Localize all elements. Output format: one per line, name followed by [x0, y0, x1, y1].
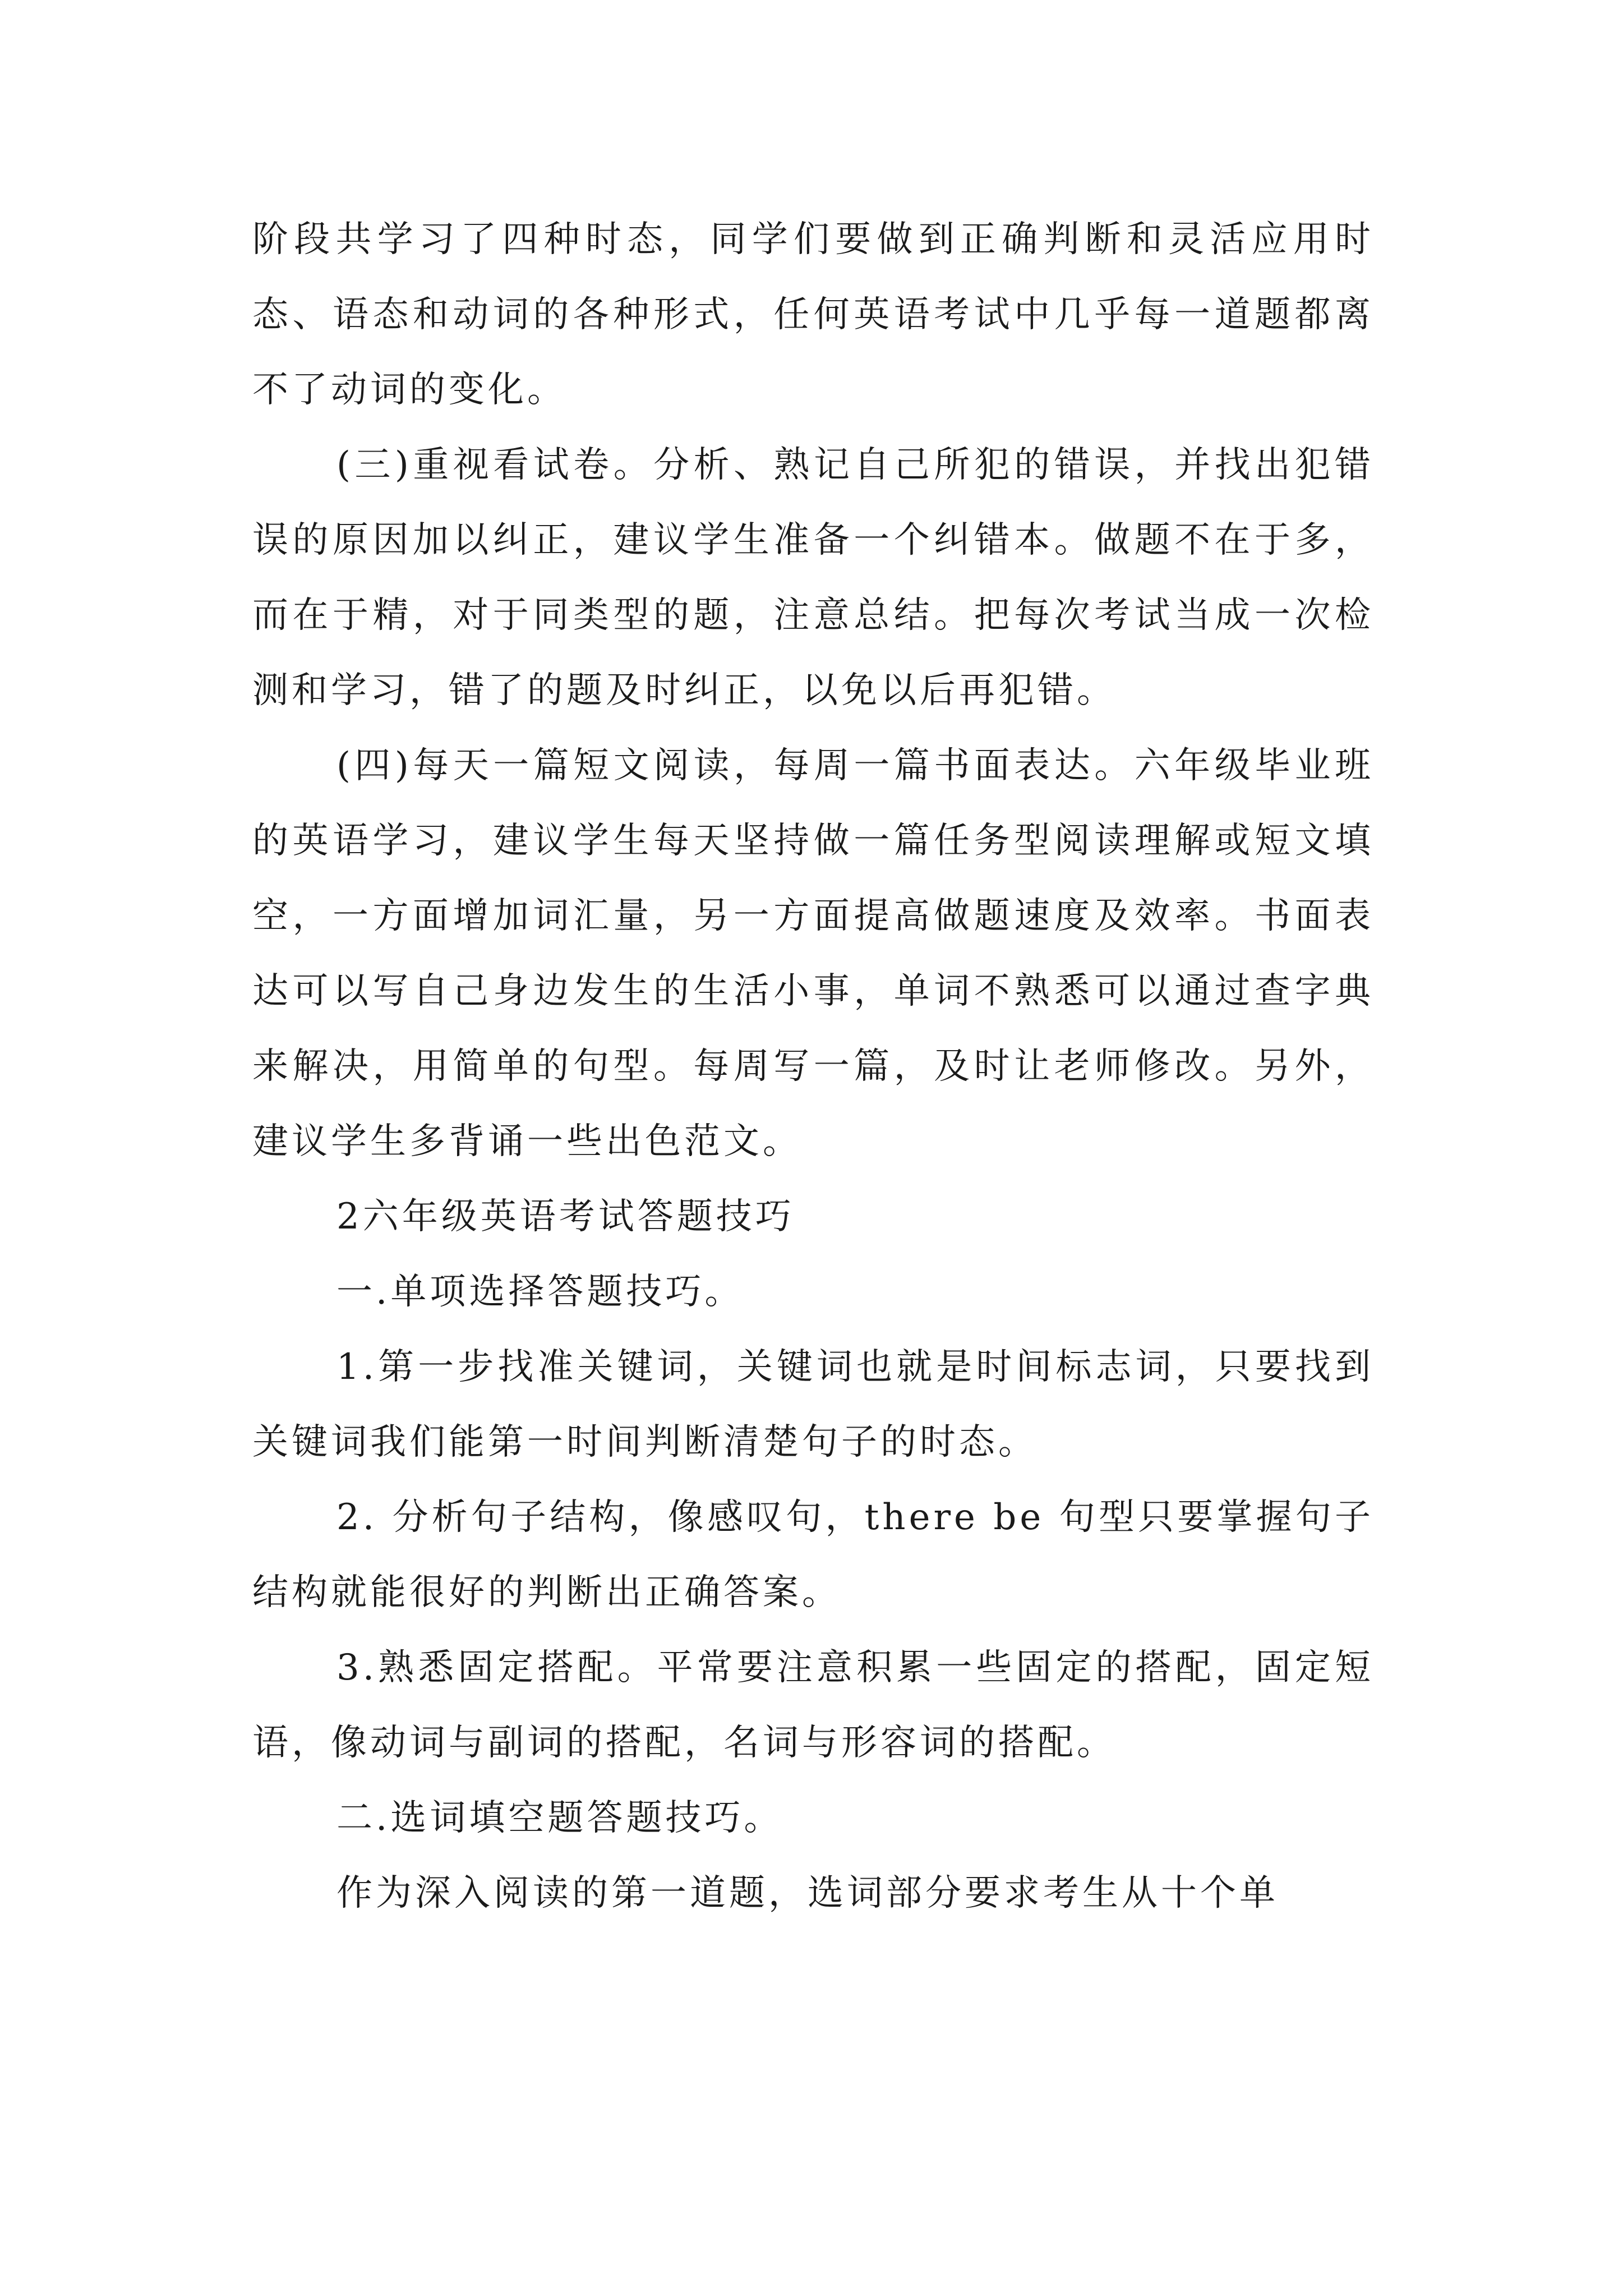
paragraph-daily-reading: (四)每天一篇短文阅读，每周一篇书面表达。六年级毕业班的英语学习，建议学生每天坚持做一篇任务型阅读理解或短文填空，一方面增加词汇量，另一方面提高做题速度及效率。书面表达可以写自己身边发生的生活小事，单词不熟悉可以通过查字典来解决，用简单的句型。每周写一篇，及时让老师修改。另外，建议学生多背诵一些出色范文。: [252, 745, 1374, 1162]
list-item-keywords: 1.第一步找准关键词，关键词也就是时间标志词，只要找到关键词我们能第一时间判断清楚句子的时态。: [252, 1346, 1374, 1463]
paragraph-word-fill-intro: 作为深入阅读的第一道题，选词部分要求考生从十个单: [336, 1872, 1279, 1914]
paragraph-review-papers: (三)重视看试卷。分析、熟记自己所犯的错误，并找出犯错误的原因加以纠正，建议学生准备一个纠错本。做题不在于多，而在于精，对于同类型的题，注意总结。把每次考试当成一次检测和学习，错了的题及时纠正，以免以后再犯错。: [252, 444, 1374, 711]
list-item-fixed-collocations: 3.熟悉固定搭配。平常要注意积累一些固定的搭配，固定短语，像动词与副词的搭配，名词与形容词的搭配。: [252, 1647, 1374, 1764]
list-item-sentence-structure: 2. 分析句子结构，像感叹句，there be 句型只要掌握句子结构就能很好的判断出正确答案。: [252, 1497, 1374, 1613]
section-heading-exam-tips: 2六年级英语考试答题技巧: [336, 1196, 795, 1237]
paragraph-tenses-continuation: 阶段共学习了四种时态，同学们要做到正确判断和灵活应用时态、语态和动词的各种形式，任何英语考试中几乎每一道题都离不了动词的变化。: [252, 219, 1374, 411]
subheading-word-fill: 二.选词填空题答题技巧。: [336, 1797, 783, 1839]
document-body: [252, 202, 1374, 1931]
subheading-single-choice: 一.单项选择答题技巧。: [336, 1271, 744, 1313]
